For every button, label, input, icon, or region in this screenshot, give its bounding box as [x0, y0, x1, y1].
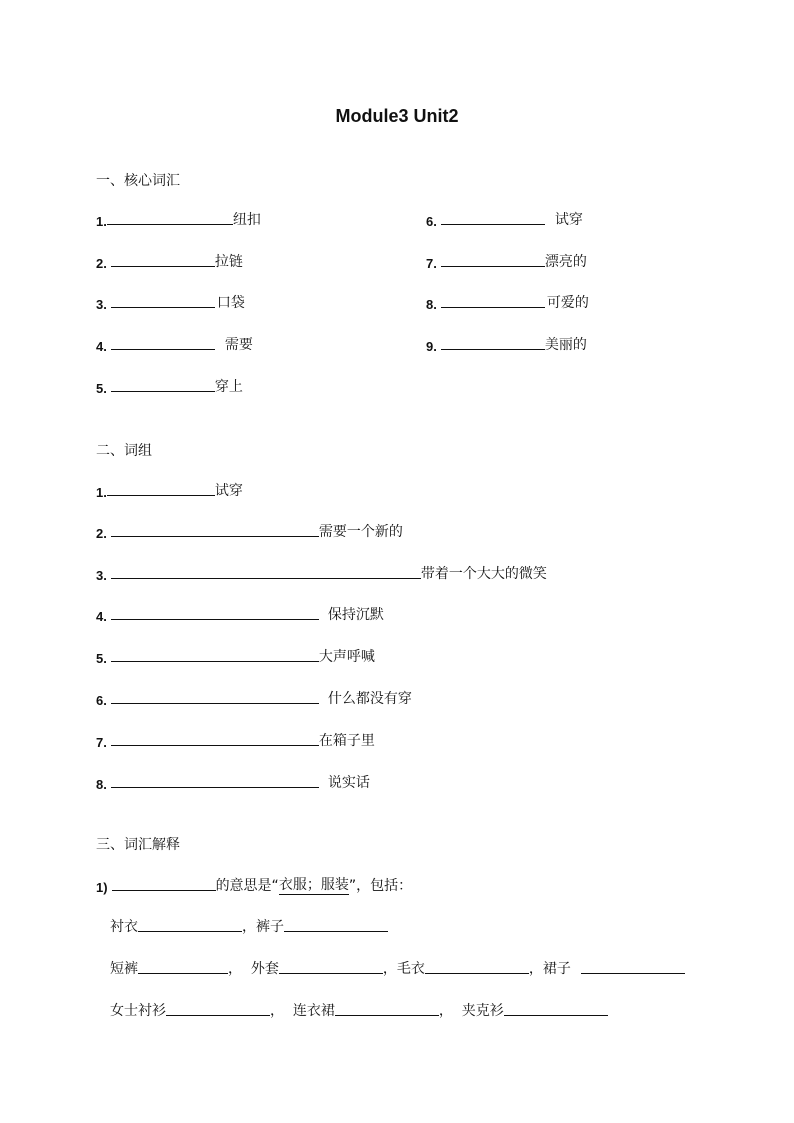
explain-row-1: 衬衣 ，裤子	[110, 917, 388, 936]
explain-row-3: 女士衬衫 ， 连衣裙 ， 夹克衫	[110, 1001, 608, 1020]
phrase-item: 2. 需要一个新的	[96, 524, 403, 541]
answer-blank[interactable]	[441, 335, 545, 350]
answer-blank[interactable]	[284, 917, 388, 932]
answer-blank[interactable]	[111, 293, 215, 308]
answer-blank[interactable]	[111, 564, 421, 579]
section-heading-core-vocab: 一、核心词汇	[96, 173, 180, 189]
answer-blank[interactable]	[111, 689, 319, 704]
answer-blank[interactable]	[111, 647, 319, 662]
answer-blank[interactable]	[441, 210, 545, 225]
section-heading-phrases: 二、词组	[96, 443, 152, 459]
answer-blank[interactable]	[112, 876, 216, 891]
phrase-item: 8. 说实话	[96, 775, 370, 792]
answer-blank[interactable]	[166, 1001, 270, 1016]
answer-blank[interactable]	[111, 731, 319, 746]
vocab-item: 6. 试穿	[426, 212, 583, 229]
answer-blank[interactable]	[111, 522, 319, 537]
answer-blank[interactable]	[107, 481, 215, 496]
vocab-item: 5. 穿上	[96, 379, 243, 396]
phrase-item: 4. 保持沉默	[96, 607, 384, 624]
answer-blank[interactable]	[425, 959, 529, 974]
answer-blank[interactable]	[504, 1001, 608, 1016]
answer-blank[interactable]	[111, 605, 319, 620]
answer-blank[interactable]	[441, 293, 545, 308]
answer-blank[interactable]	[279, 959, 383, 974]
answer-blank[interactable]	[111, 773, 319, 788]
answer-blank[interactable]	[111, 377, 215, 392]
vocab-item: 4. 需要	[96, 337, 253, 354]
answer-blank[interactable]	[138, 959, 228, 974]
vocab-item: 1. 纽扣	[96, 212, 261, 229]
vocab-item: 2. 拉链	[96, 254, 243, 271]
meaning-underlined: 衣服；服装	[278, 877, 349, 893]
phrase-item: 1. 试穿	[96, 483, 243, 500]
vocab-item: 9. 美丽的	[426, 337, 587, 354]
vocab-item: 3. 口袋	[96, 295, 245, 312]
explain-row-2: 短裤 ， 外套 ，毛衣 ，裙子	[110, 959, 685, 978]
answer-blank[interactable]	[581, 959, 685, 974]
explain-question: 1) 的意思是“ 衣服；服装 ”，包括：	[96, 877, 413, 895]
vocab-item: 7. 漂亮的	[426, 254, 587, 271]
phrase-item: 3. 带着一个大大的微笑	[96, 566, 547, 583]
phrase-item: 5. 大声呼喊	[96, 649, 375, 666]
vocab-item: 8. 可爱的	[426, 295, 589, 312]
section-heading-word-explanation: 三、词汇解释	[96, 837, 180, 853]
phrase-item: 7. 在箱子里	[96, 733, 375, 750]
answer-blank[interactable]	[441, 252, 545, 267]
answer-blank[interactable]	[107, 210, 233, 225]
answer-blank[interactable]	[111, 335, 215, 350]
answer-blank[interactable]	[111, 252, 215, 267]
page-title: Module3 Unit2	[335, 106, 459, 126]
phrase-item: 6. 什么都没有穿	[96, 691, 412, 708]
answer-blank[interactable]	[138, 917, 242, 932]
answer-blank[interactable]	[335, 1001, 439, 1016]
